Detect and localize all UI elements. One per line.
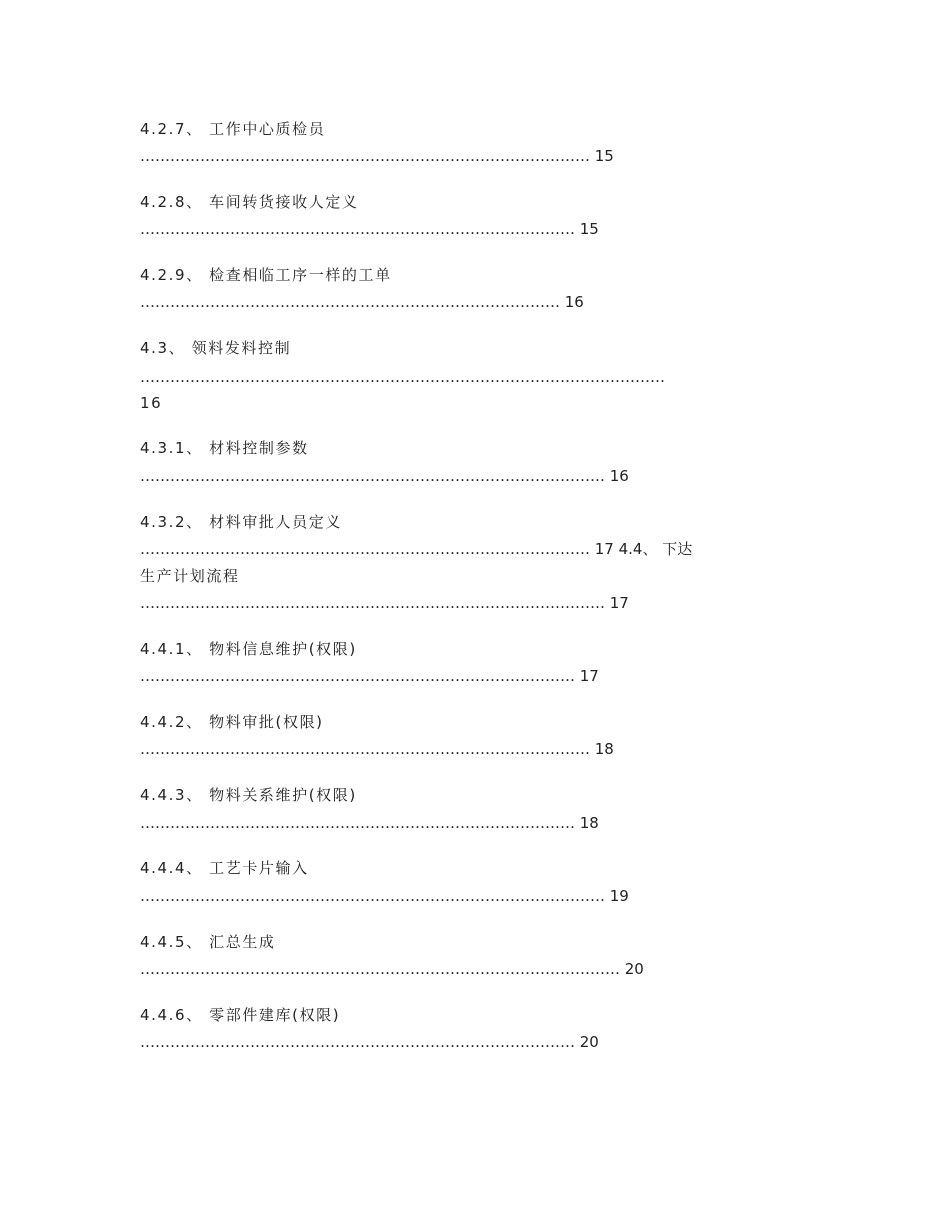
toc-entry-leader: ………………………………………………………………………………… 16 — [140, 467, 629, 485]
toc-entry-heading: 4.3.1、 材料控制参数 — [140, 439, 309, 457]
toc-entry-heading: 4.4.2、 物料审批(权限) — [140, 713, 324, 731]
toc-entry-heading: 4.4.5、 汇总生成 — [140, 933, 276, 951]
toc-entry-heading: 4.4.4、 工艺卡片输入 — [140, 859, 309, 877]
toc-entry-leader: …………………………………………………………………………… 17 — [140, 667, 599, 685]
toc-entry-leader: ………………………………………………………………………… 16 — [140, 293, 584, 311]
toc-entry-heading: 4.2.8、 车间转货接收人定义 — [140, 193, 359, 211]
toc-entry-leader: ……………………………………………………………………………… 17 4.4、 下达 — [140, 540, 693, 558]
toc-entry-heading: 4.3、 领料发料控制 — [140, 339, 292, 357]
toc-entry-heading: 4.4.1、 物料信息维护(权限) — [140, 640, 357, 658]
toc-entry-leader: …………………………………………………………………………………… 20 — [140, 960, 644, 978]
toc-entry-heading: 4.4.6、 零部件建库(权限) — [140, 1006, 341, 1024]
toc-entry-heading: 4.4.3、 物料关系维护(权限) — [140, 786, 357, 804]
toc-entry-heading: 4.3.2、 材料审批人员定义 — [140, 513, 342, 531]
toc-entry-leader: ……………………………………………………………………………… 18 — [140, 740, 614, 758]
toc-entry-leader: …………………………………………………………………………… 20 — [140, 1033, 599, 1051]
toc-entry-continuation: 生产计划流程 — [140, 567, 240, 585]
toc-entry-leader: ……………………………………………………………………………… 15 — [140, 147, 614, 165]
toc-entry-page-number: 16 — [140, 394, 163, 412]
toc-entry-leader: ………………………………………………………………………………… 19 — [140, 887, 629, 905]
toc-entry-heading: 4.2.9、 检查相临工序一样的工单 — [140, 266, 392, 284]
toc-entry-heading: 4.2.7、 工作中心质检员 — [140, 120, 326, 138]
toc-entry-leader: …………………………………………………………………………… 18 — [140, 814, 599, 832]
toc-entry-leader: …………………………………………………………………………… 15 — [140, 220, 599, 238]
toc-entry-leader: ………………………………………………………………………………… 17 — [140, 594, 629, 612]
toc-entry-leader: …………………………………………………………………………………………… — [140, 368, 665, 386]
